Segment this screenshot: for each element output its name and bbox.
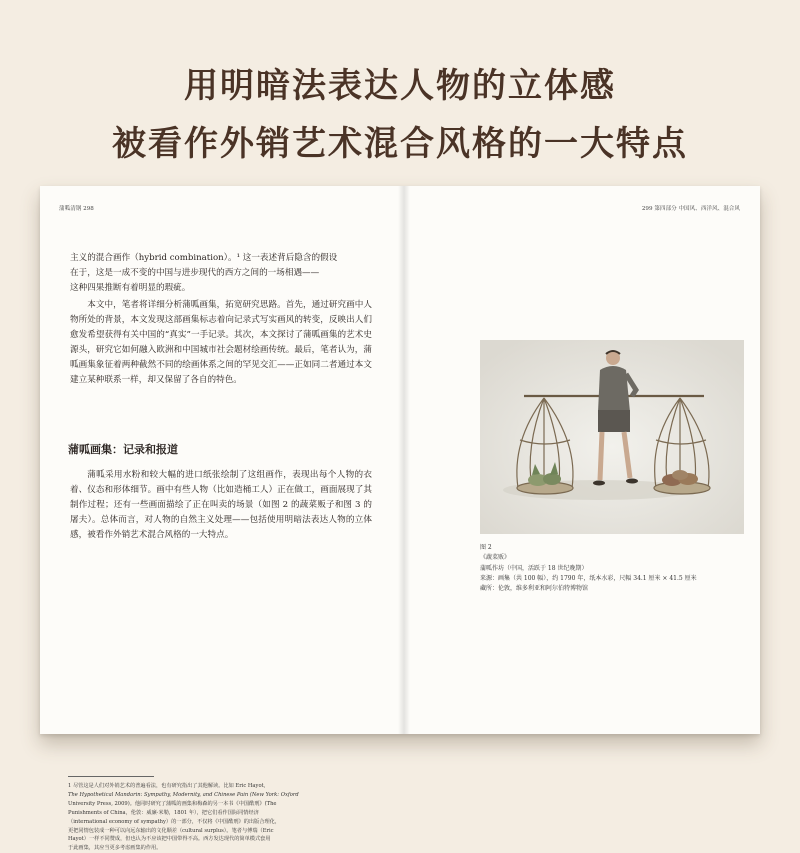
footnote-line: （international economy of sympathy）的一部分，不仅将《中国酷刑》的出版合理化， xyxy=(68,818,281,825)
text-line: 在于，这是一成不变的中国与进步现代的西方之间的一场相遇—— xyxy=(70,268,320,278)
book-gutter-shadow xyxy=(398,186,410,734)
caption-line: 来源：画集（共 100 幅），约 1790 年，纸本水彩，尺幅 34.1 厘米 × 41.5 厘米 xyxy=(480,574,697,582)
caption-line: 藏所：伦敦，维多利亚和阿尔伯特博物馆 xyxy=(480,585,589,593)
left-running-head: 蒲呱清钢 298 xyxy=(59,206,94,212)
figure-caption xyxy=(480,543,697,594)
footnote-line: 1 尽管这是人们对外销艺术的普遍看法，也有研究指出了其他解读。比如 Eric Hayot, xyxy=(68,783,266,789)
footnote-line: 更把同情包装成一种可以向远东输出的文化顺差（cultural surplus）。笔者与傅瑞（Eric xyxy=(68,827,274,834)
headline-line-2: 被看作外销艺术混合风格的一大特点 xyxy=(112,124,688,164)
footnote xyxy=(68,782,374,853)
left-paragraph-1 xyxy=(70,251,372,296)
footnote-line: 于此画集，其应当更多考虑画集的作用。 xyxy=(68,845,162,852)
footnote-line: The Hypothetical Mandarin: Sympathy, Modernity, and Chinese Pain (New York: Oxford xyxy=(68,791,299,798)
vegetable-seller-drawing xyxy=(480,340,744,534)
text-line: 主义的混合画作（hybrid combination）。¹ 这一表述背后隐含的假设 xyxy=(70,253,338,263)
right-running-head: 299 第四部分 中国风、西洋风、混合风 xyxy=(641,206,740,212)
caption-line: 《蔬菜贩》 xyxy=(480,554,511,562)
left-paragraph-3: 蒲呱采用水粉和较大幅的进口纸张绘制了这组画作，表现出每个人物的衣着、仪态和形体细节。画中有些人物（比如造桶工人）正在做工，画面展现了其制作过程；还有一些画面描绘了正在叫卖的场景（如图 2 的蔬菜贩子和图 3 的屠夫）。总体而言，对人物的自然主义处理——包括使用明暗法表达人物的立体感，被看作外销艺术混合风格的一大特点。 xyxy=(70,470,372,540)
open-book xyxy=(40,186,760,852)
text-line: 这种四果推断有着明显的瑕疵。 xyxy=(70,283,191,293)
footnote-line: University Press, 2009)。他同时研究了蒲呱的画集和梅森的另一本书《中国酷刑》(The xyxy=(68,800,277,807)
section-title: 蒲呱画集：记录和报道 xyxy=(68,443,178,456)
caption-line: 蒲呱作坊（中国，活跃于 18 世纪晚期） xyxy=(480,564,588,572)
caption-line: 图 2 xyxy=(480,544,492,551)
left-paragraph-2: 本文中，笔者将详细分析蒲呱画集，拓宽研究思路。首先，通过研究画中人物所处的背景，本文发现这部画集标志着向记录式写实画风的转变，反映出人们愈发希望获得有关中国的“真实”一手记录。其次，本文探讨了蒲呱画集的艺术史源头，研究它如何融入欧洲和中国城市社会题材绘画传统。最后，笔者认为，蒲呱画集象征着两种截然不同的绘画体系之间的罕见交汇——正如同二者通过本文建立某种联系一样，却又保留了各自的特色。 xyxy=(70,300,372,385)
footnote-rule xyxy=(68,776,154,777)
footnote-line: Hayot）一样不同赞成，但也认为不应该把中国带得不高。西方发达现代的简单模式套用 xyxy=(68,836,271,843)
figure-vegetable-seller-illustration xyxy=(480,340,744,534)
headline-line-1: 用明暗法表达人物的立体感 xyxy=(184,66,616,106)
footnote-line: Punishments of China，伦敦：威廉·米勒，1801 年），把它们看作国际同情经济 xyxy=(68,809,259,816)
